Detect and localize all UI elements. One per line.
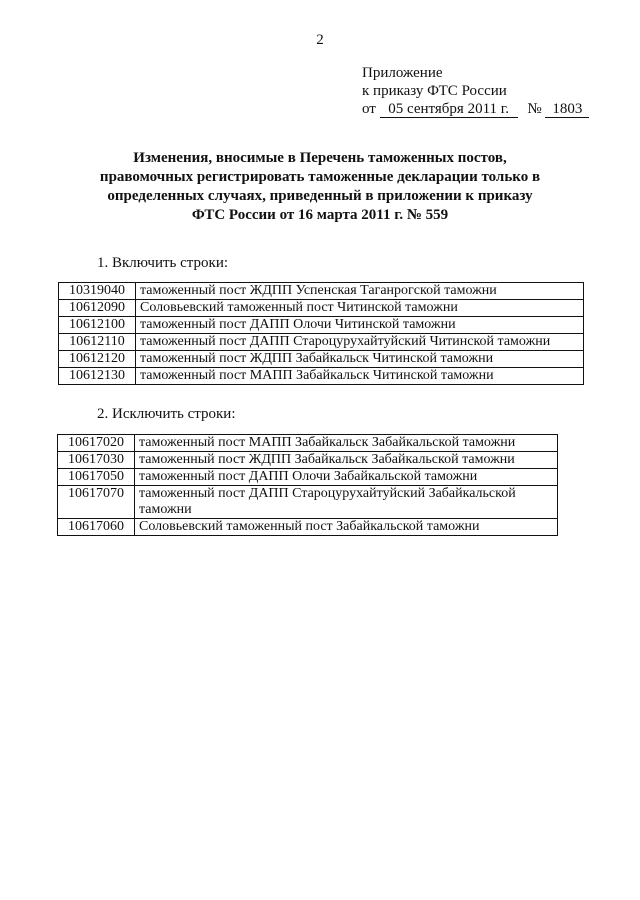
heading-line: ФТС России от 16 марта 2011 г. № 559	[191, 207, 449, 223]
post-code: 10612130	[59, 368, 136, 385]
post-name: Соловьевский таможенный пост Забайкальской таможни	[135, 519, 558, 536]
post-name: таможенный пост ДАПП Олочи Забайкальской таможни	[135, 469, 558, 486]
appendix-date-line	[362, 100, 589, 118]
table-row	[59, 317, 584, 334]
post-name: таможенный пост ЖДПП Забайкальск Читинской таможни	[136, 351, 584, 368]
post-name: таможенный пост МАПП Забайкальск Читинской таможни	[136, 368, 584, 385]
table-row	[58, 469, 558, 486]
post-code: 10612120	[59, 351, 136, 368]
appendix-from-label: от	[362, 101, 376, 117]
post-code: 10617050	[58, 469, 135, 486]
table-row	[59, 300, 584, 317]
heading-line: определенных случаях, приведенный в приложении к приказу	[107, 188, 533, 204]
section-include-title: 1. Включить строки:	[97, 255, 229, 271]
document-heading	[60, 149, 580, 225]
heading-line: правомочных регистрировать таможенные декларации только в	[99, 169, 541, 185]
post-name: таможенный пост МАПП Забайкальск Забайкальской таможни	[135, 435, 558, 452]
post-name: Соловьевский таможенный пост Читинской таможни	[136, 300, 584, 317]
table-row	[59, 334, 584, 351]
page-number: 2	[316, 32, 324, 48]
heading-line: Изменения, вносимые в Перечень таможенных постов,	[133, 150, 507, 166]
exclude-table	[57, 434, 558, 536]
section-exclude-title: 2. Исключить строки:	[97, 406, 236, 422]
appendix-number: 1803	[545, 101, 589, 118]
table-row	[58, 435, 558, 452]
post-code: 10319040	[59, 283, 136, 300]
include-table	[58, 282, 584, 385]
post-code: 10612110	[59, 334, 136, 351]
appendix-title: Приложение	[362, 65, 443, 81]
table-row	[59, 351, 584, 368]
appendix-block	[362, 64, 589, 118]
appendix-date: 05 сентября 2011 г.	[380, 101, 518, 118]
post-code: 10617060	[58, 519, 135, 536]
post-name: таможенный пост ЖДПП Забайкальск Забайкальской таможни	[135, 452, 558, 469]
post-name: таможенный пост ДАПП Олочи Читинской таможни	[136, 317, 584, 334]
post-name: таможенный пост ДАПП Староцурухайтуйский Забайкальской таможни	[135, 486, 558, 519]
table-row	[59, 283, 584, 300]
table-row	[59, 368, 584, 385]
post-code: 10612100	[59, 317, 136, 334]
post-code: 10617070	[58, 486, 135, 519]
appendix-order-ref: к приказу ФТС России	[362, 83, 507, 99]
post-name: таможенный пост ДАПП Староцурухайтуйский Читинской таможни	[136, 334, 584, 351]
post-code: 10612090	[59, 300, 136, 317]
table-row	[58, 486, 558, 519]
post-name: таможенный пост ЖДПП Успенская Таганрогской таможни	[136, 283, 584, 300]
table-row	[58, 452, 558, 469]
post-code: 10617030	[58, 452, 135, 469]
table-row	[58, 519, 558, 536]
appendix-number-sign: №	[527, 101, 542, 117]
post-code: 10617020	[58, 435, 135, 452]
